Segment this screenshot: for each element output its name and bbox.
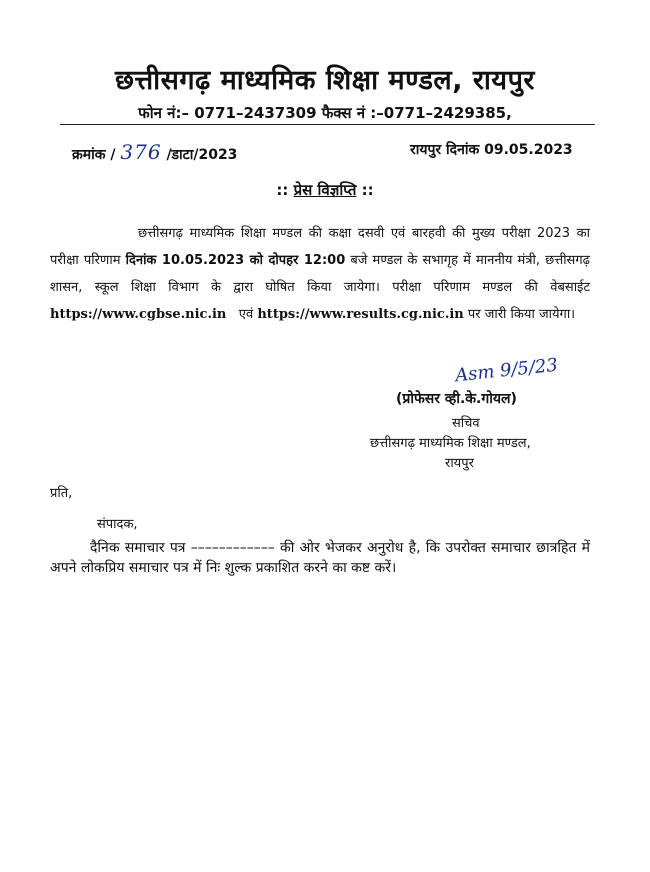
signatory-city: रायपुर bbox=[445, 456, 474, 471]
signatory-name: (प्रोफेसर व्ही.के.गोयल) bbox=[396, 391, 517, 407]
handwritten-signature: Asm 9/5/23 bbox=[454, 354, 559, 387]
ref-suffix: /डाटा/2023 bbox=[166, 147, 238, 163]
recipient-editor: संपादक, bbox=[97, 517, 138, 532]
heading-text: प्रेस विज्ञप्ति bbox=[293, 181, 357, 199]
board-title: छत्तीसगढ़ माध्यमिक शिक्षा मण्डल, रायपुर bbox=[115, 65, 535, 96]
press-release-body bbox=[50, 220, 590, 328]
body-text-3: पर जारी किया जायेगा। bbox=[467, 307, 576, 322]
body-text-1: छत्तीसगढ़ माध्यमिक शिक्षा मण्डल की कक्षा दसवी एवं बारहवी की मुख्य परीक्षा 2023 का परीक्षा परिणाम bbox=[50, 226, 590, 268]
recipient-to: प्रति, bbox=[50, 486, 73, 501]
website-link-cgbse: https://www.cgbse.nic.in bbox=[50, 307, 227, 322]
body-text-2: बजे मण्डल के सभागृह में माननीय मंत्री, छत्तीसगढ़ शासन, स्कूल शिक्षा विभाग के द्वारा घोषित किया जायेगा। परीक्षा परिणाम मण्डल की वेबसाईट bbox=[50, 253, 590, 295]
ref-handwritten-number: 376 bbox=[120, 140, 162, 164]
ref-prefix: क्रमांक / bbox=[72, 147, 116, 163]
result-date-time: दिनांक 10.05.2023 को दोपहर 12:00 bbox=[125, 253, 346, 268]
header-divider bbox=[60, 124, 595, 125]
reference-number bbox=[72, 140, 237, 164]
contact-line: फोन नं:– 0771–2437309 फैक्स नं :–0771–2429385, bbox=[138, 104, 512, 122]
body-and: एवं bbox=[238, 307, 254, 322]
heading-right-marks: :: bbox=[361, 181, 374, 199]
press-release-heading bbox=[0, 180, 650, 200]
website-link-results: https://www.results.cg.nic.in bbox=[257, 307, 464, 322]
signatory-organization: छत्तीसगढ़ माध्यमिक शिक्षा मण्डल, bbox=[370, 436, 531, 451]
issue-date: रायपुर दिनांक 09.05.2023 bbox=[410, 142, 573, 158]
signatory-designation: सचिव bbox=[452, 416, 480, 431]
publication-request: दैनिक समाचार पत्र –––––––––––– की ओर भेजकर अनुरोध है, कि उपरोक्त समाचार छात्रहित में अपने लोकप्रिय समाचार पत्र में निः शुल्क प्रकाशित करने का कष्ट करें। bbox=[50, 540, 590, 576]
heading-left-marks: :: bbox=[276, 181, 289, 199]
